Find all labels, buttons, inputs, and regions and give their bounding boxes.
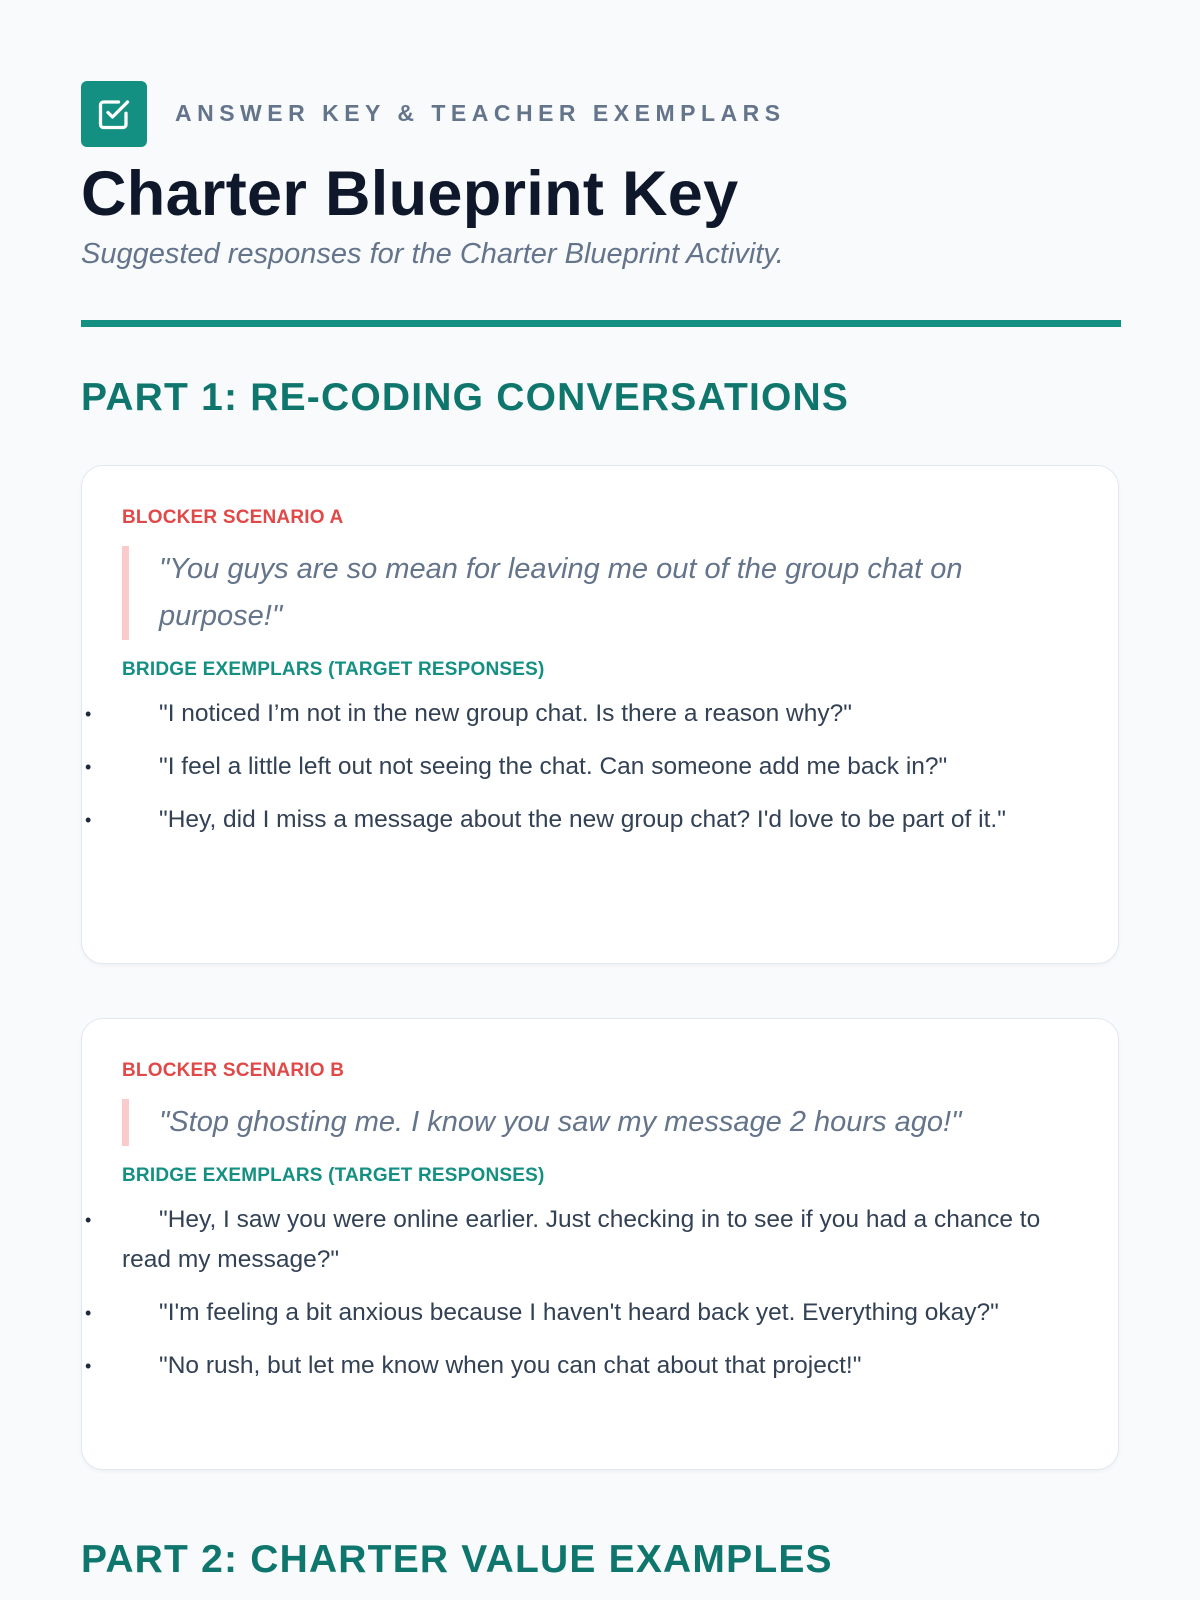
exemplar-item bbox=[85, 747, 1078, 787]
blocker-quote: "You guys are so mean for leaving me out of the group chat on purpose!" bbox=[122, 546, 1078, 640]
exemplar-item bbox=[85, 1200, 1078, 1280]
exemplar-text: "I feel a little left out not seeing the chat. Can someone add me back in?" bbox=[159, 753, 948, 780]
blocker-quote: "Stop ghosting me. I know you saw my message 2 hours ago!" bbox=[122, 1099, 1078, 1146]
exemplar-list bbox=[85, 1200, 1078, 1386]
exemplar-text: "I noticed I’m not in the new group chat. Is there a reason why?" bbox=[159, 700, 852, 727]
part2-heading: PART 2: CHARTER VALUE EXAMPLES bbox=[81, 1538, 833, 1581]
exemplar-item bbox=[85, 1346, 1078, 1386]
exemplar-item bbox=[85, 1293, 1078, 1333]
scenario-label: BLOCKER SCENARIO A bbox=[122, 507, 344, 528]
bullet-icon: • bbox=[85, 1356, 92, 1376]
bullet-icon: • bbox=[85, 1210, 92, 1230]
checkbox-icon bbox=[81, 81, 147, 147]
bullet-icon: • bbox=[85, 757, 92, 777]
exemplar-label: BRIDGE EXEMPLARS (TARGET RESPONSES) bbox=[122, 659, 545, 680]
exemplar-text: "No rush, but let me know when you can chat about that project!" bbox=[159, 1352, 862, 1379]
part1-heading: PART 1: RE-CODING CONVERSATIONS bbox=[81, 376, 850, 419]
header-eyebrow: ANSWER KEY & TEACHER EXEMPLARS bbox=[175, 100, 786, 126]
header-divider bbox=[81, 320, 1121, 327]
exemplar-text: "Hey, I saw you were online earlier. Just checking in to see if you had a chance to read my message?" bbox=[122, 1206, 1041, 1273]
scenario-label: BLOCKER SCENARIO B bbox=[122, 1060, 345, 1081]
exemplar-item bbox=[85, 800, 1078, 840]
exemplar-label: BRIDGE EXEMPLARS (TARGET RESPONSES) bbox=[122, 1165, 545, 1186]
page-subtitle: Suggested responses for the Charter Blueprint Activity. bbox=[81, 238, 784, 270]
exemplar-item bbox=[85, 694, 1078, 734]
bullet-icon: • bbox=[85, 1303, 92, 1323]
exemplar-list bbox=[85, 694, 1078, 840]
exemplar-text: "I'm feeling a bit anxious because I haven't heard back yet. Everything okay?" bbox=[159, 1299, 999, 1326]
exemplar-text: "Hey, did I miss a message about the new group chat? I'd love to be part of it." bbox=[159, 806, 1006, 833]
scenario-card-a bbox=[81, 465, 1119, 964]
header-eyebrow-row bbox=[81, 80, 786, 147]
page-title: Charter Blueprint Key bbox=[81, 159, 739, 229]
bullet-icon: • bbox=[85, 810, 92, 830]
bullet-icon: • bbox=[85, 704, 92, 724]
scenario-card-b bbox=[81, 1018, 1119, 1470]
